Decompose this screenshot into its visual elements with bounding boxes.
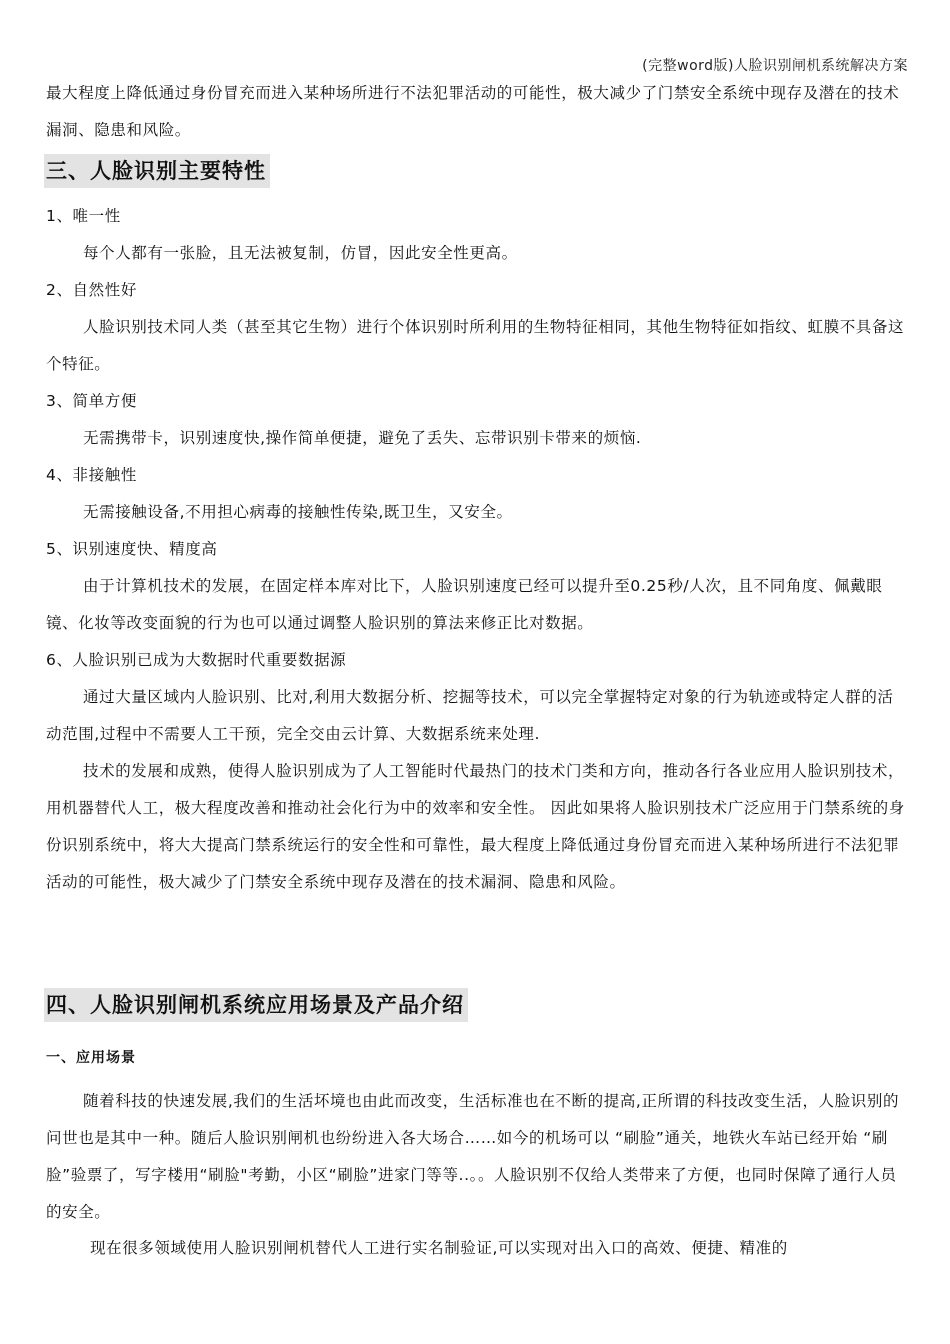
section4-subheading: 一、应用场景	[46, 1050, 136, 1066]
section3-items	[46, 198, 908, 901]
section3-heading-wrap	[44, 154, 270, 188]
intro-paragraph: 最大程度上降低通过身份冒充而进入某种场所进行不法犯罪活动的可能性，极大减少了门禁安全系统中现存及潜在的技术漏洞、隐患和风险。	[46, 84, 900, 139]
item-title: 1、唯一性	[46, 207, 121, 225]
item-title: 6、人脸识别已成为大数据时代重要数据源	[46, 651, 347, 669]
section3-summary: 技术的发展和成熟，使得人脸识别成为了人工智能时代最热门的技术门类和方向，推动各行各业应用人脸识别技术，用机器替代人工，极大程度改善和推动社会化行为中的效率和安全性。 因此如果将人脸识别技术广泛应用于门禁系统的身份识别系统中，将大大提高门禁系统运行的安全性和可靠性，最大程度上降低通过身份冒充而进入某种场所进行不法犯罪活动的可能性，极大减少了门禁安全系统中现存及潜在的技术漏洞、隐患和风险。	[46, 762, 905, 891]
item-title: 5、识别速度快、精度高	[46, 540, 218, 558]
item-body: 每个人都有一张脸，且无法被复制，仿冒，因此安全性更高。	[83, 244, 518, 262]
item-body: 通过大量区域内人脸识别、比对,利用大数据分析、挖掘等技术，可以完全掌握特定对象的行为轨迹或特定人群的活动范围,过程中不需要人工干预，完全交由云计算、大数据系统来处理.	[46, 688, 894, 743]
item-title: 4、非接触性	[46, 466, 137, 484]
item-title: 3、简单方便	[46, 392, 137, 410]
section4-heading: 四、人脸识别闸机系统应用场景及产品介绍	[44, 988, 468, 1022]
section4-paragraph-2: 现在很多领域使用人脸识别闸机替代人工进行实名制验证,可以实现对出入口的高效、便捷、精准的	[90, 1239, 788, 1257]
section3-heading: 三、人脸识别主要特性	[44, 154, 270, 188]
running-header: (完整word版)人脸识别闸机系统解决方案	[642, 58, 908, 74]
item-body: 无需接触设备,不用担心病毒的接触性传染,既卫生，又安全。	[83, 503, 513, 521]
item-body: 由于计算机技术的发展，在固定样本库对比下，人脸识别速度已经可以提升至0.25秒/人次，且不同角度、佩戴眼镜、化妆等改变面貌的行为也可以通过调整人脸识别的算法来修正比对数据。	[46, 577, 883, 632]
item-body: 无需携带卡，识别速度快,操作简单便捷，避免了丢失、忘带识别卡带来的烦恼.	[83, 429, 642, 447]
item-body: 人脸识别技术同人类（甚至其它生物）进行个体识别时所利用的生物特征相同，其他生物特征如指纹、虹膜不具备这个特征。	[46, 318, 905, 373]
item-title: 2、自然性好	[46, 281, 137, 299]
section4-heading-wrap	[44, 988, 468, 1022]
section4-paragraph-1: 随着科技的快速发展,我们的生活坏境也由此而改变，生活标准也在不断的提高,正所谓的科技改变生活，人脸识别的问世也是其中一种。随后人脸识别闸机也纷纷进入各大场合……如今的机场可以 “刷脸”通关，地铁火车站已经开始 “刷脸”验票了，写字楼用“刷脸"考勤，小区“刷脸”进家门等等..。。人脸识别不仅给人类带来了方便，也同时保障了通行人员的安全。	[46, 1092, 900, 1221]
